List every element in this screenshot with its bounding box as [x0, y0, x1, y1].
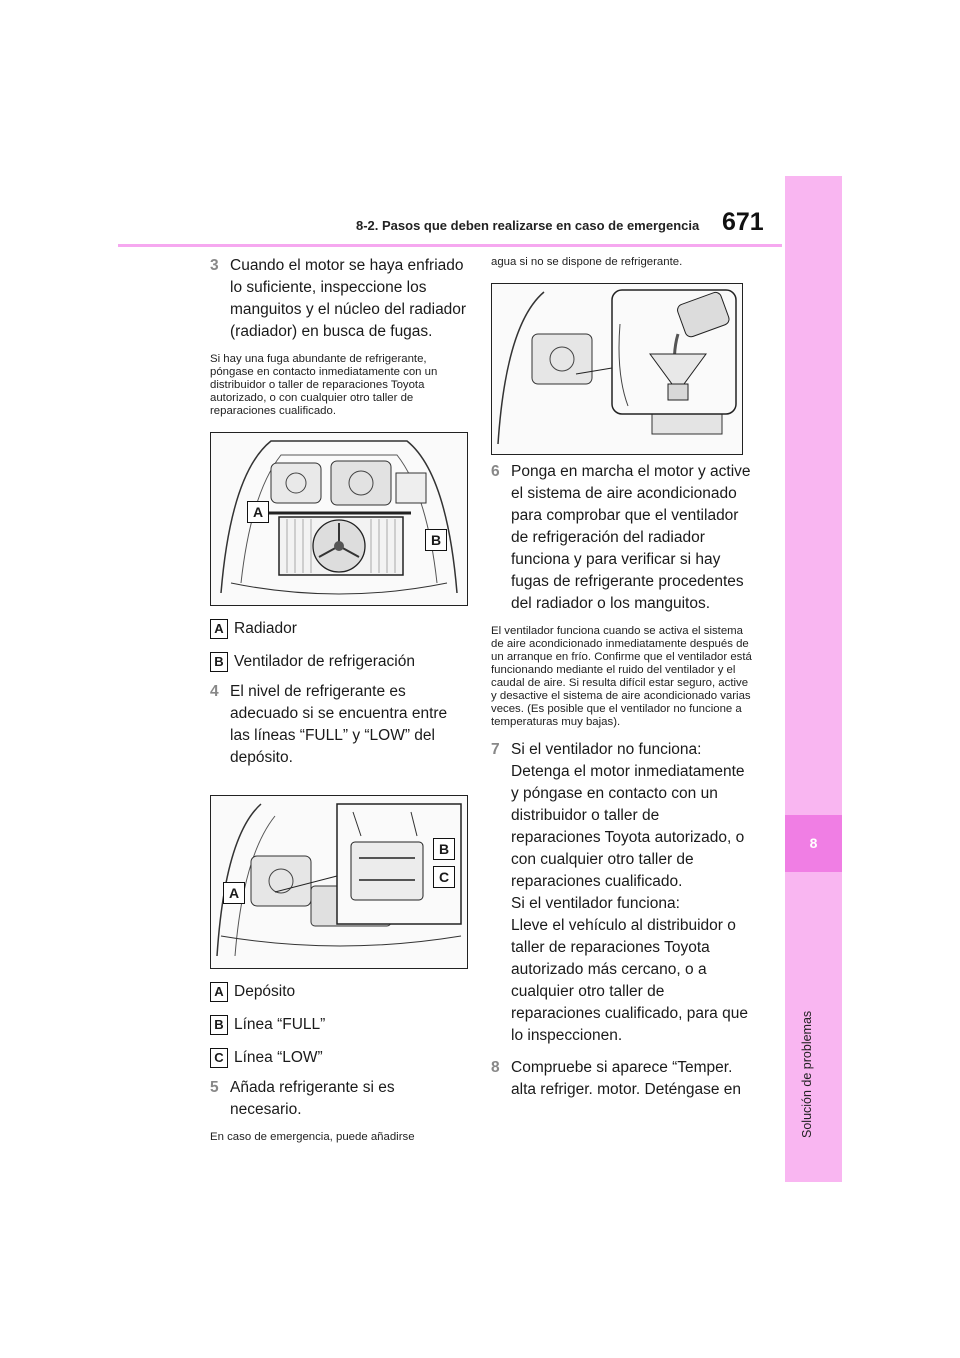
step-text: Ponga en marcha el motor y active el sistema de aire acondicionado para comprobar que el ventilador de refrigeración del radiador funciona y para verificar si hay fugas de refrigerante procedentes del radiador o los manguitos.	[511, 463, 751, 612]
legend-text: Ventilador de refrigeración	[234, 652, 415, 670]
legend-text: Radiador	[234, 619, 297, 637]
step-number: 4	[210, 683, 219, 700]
legend-item	[210, 1041, 470, 1074]
figure1-legend	[210, 612, 470, 678]
reservoir-illustration	[211, 796, 467, 968]
reservoir-figure	[210, 795, 468, 969]
step-text: Compruebe si aparece “Temper. alta refriger. motor. Deténgase en	[511, 1059, 742, 1098]
chapter-title: Solución de problemas	[800, 1010, 814, 1138]
step-number: 8	[491, 1059, 500, 1076]
step-8	[491, 1057, 753, 1101]
step-text: Cuando el motor se haya enfriado lo suficiente, inspeccione los manguitos y el núcleo del radiador (radiador) en busca de fugas.	[230, 257, 467, 340]
step7-line3: Si el ventilador funciona:	[511, 895, 680, 912]
radiador-figure	[210, 432, 468, 606]
step-5	[210, 1077, 470, 1121]
step7-line2: Detenga el motor inmediatamente y póngase en contacto con un distribuidor o taller de reparaciones Toyota autorizado, o con cualquier otro taller de reparaciones cualificado.	[511, 763, 745, 890]
legend-text: Línea “LOW”	[234, 1048, 323, 1066]
step-number: 7	[491, 741, 500, 758]
page-number: 671	[722, 208, 764, 236]
header-divider	[118, 244, 782, 247]
legend-text: Línea “FULL”	[234, 1015, 326, 1033]
callout-a: A	[247, 501, 269, 523]
legend-badge: B	[210, 1015, 228, 1035]
emergency-water-note: En caso de emergencia, puede añadirse	[210, 1131, 415, 1143]
step7-line1: Si el ventilador no funciona:	[511, 741, 702, 758]
callout-b: B	[433, 838, 455, 860]
step-7	[491, 739, 753, 1047]
left-column	[210, 252, 470, 1144]
leak-note: Si hay una fuga abundante de refrigerante, póngase en contacto inmediatamente con un distribuidor o taller de reparaciones Toyota autorizado, o con cualquier otro taller de reparaciones cualificado.	[210, 353, 438, 417]
right-column	[491, 252, 753, 1101]
step7-line4: Lleve el vehículo al distribuidor o taller de reparaciones Toyota autorizado más cercano, o a cualquier otro taller de reparaciones cualificado, para que lo inspeccionen.	[511, 917, 748, 1044]
step-number: 5	[210, 1079, 219, 1096]
step-number: 6	[491, 463, 500, 480]
step-text: Añada refrigerante si es necesario.	[230, 1079, 395, 1118]
callout-c: C	[433, 866, 455, 888]
step-text: El nivel de refrigerante es adecuado si se encuentra entre las líneas “FULL” y “LOW” del depósito.	[230, 683, 448, 766]
figure2-legend	[210, 975, 470, 1074]
emergency-water-note-continued: agua si no se dispone de refrigerante.	[491, 256, 683, 268]
legend-item	[210, 645, 470, 678]
legend-item	[210, 975, 470, 1008]
chapter-number-badge: 8	[785, 815, 842, 872]
legend-badge: A	[210, 982, 228, 1002]
step-6	[491, 461, 753, 615]
step-text	[511, 739, 753, 1047]
legend-badge: A	[210, 619, 228, 639]
legend-item	[210, 1008, 470, 1041]
legend-item	[210, 612, 470, 645]
refill-illustration	[492, 284, 742, 454]
refill-figure	[491, 283, 743, 455]
legend-badge: B	[210, 652, 228, 672]
section-title: 8-2. Pasos que deben realizarse en caso de emergencia	[356, 218, 700, 233]
legend-badge: C	[210, 1048, 228, 1068]
callout-b: B	[425, 529, 447, 551]
callout-a: A	[223, 882, 245, 904]
step-4	[210, 681, 470, 769]
step-3	[210, 255, 470, 343]
step-number: 3	[210, 257, 219, 274]
fan-note: El ventilador funciona cuando se activa el sistema de aire acondicionado inmediatamente después de un arranque en frío. Confirme que el ventilador está funcionando mediante el ruido del ventilador y el caudal de aire. Si resulta difícil estar seguro, active y desactive el sistema de aire acondicionado varias veces. (Es posible que el ventilador no funcione a temperaturas muy bajas).	[491, 625, 752, 728]
legend-text: Depósito	[234, 982, 296, 1000]
